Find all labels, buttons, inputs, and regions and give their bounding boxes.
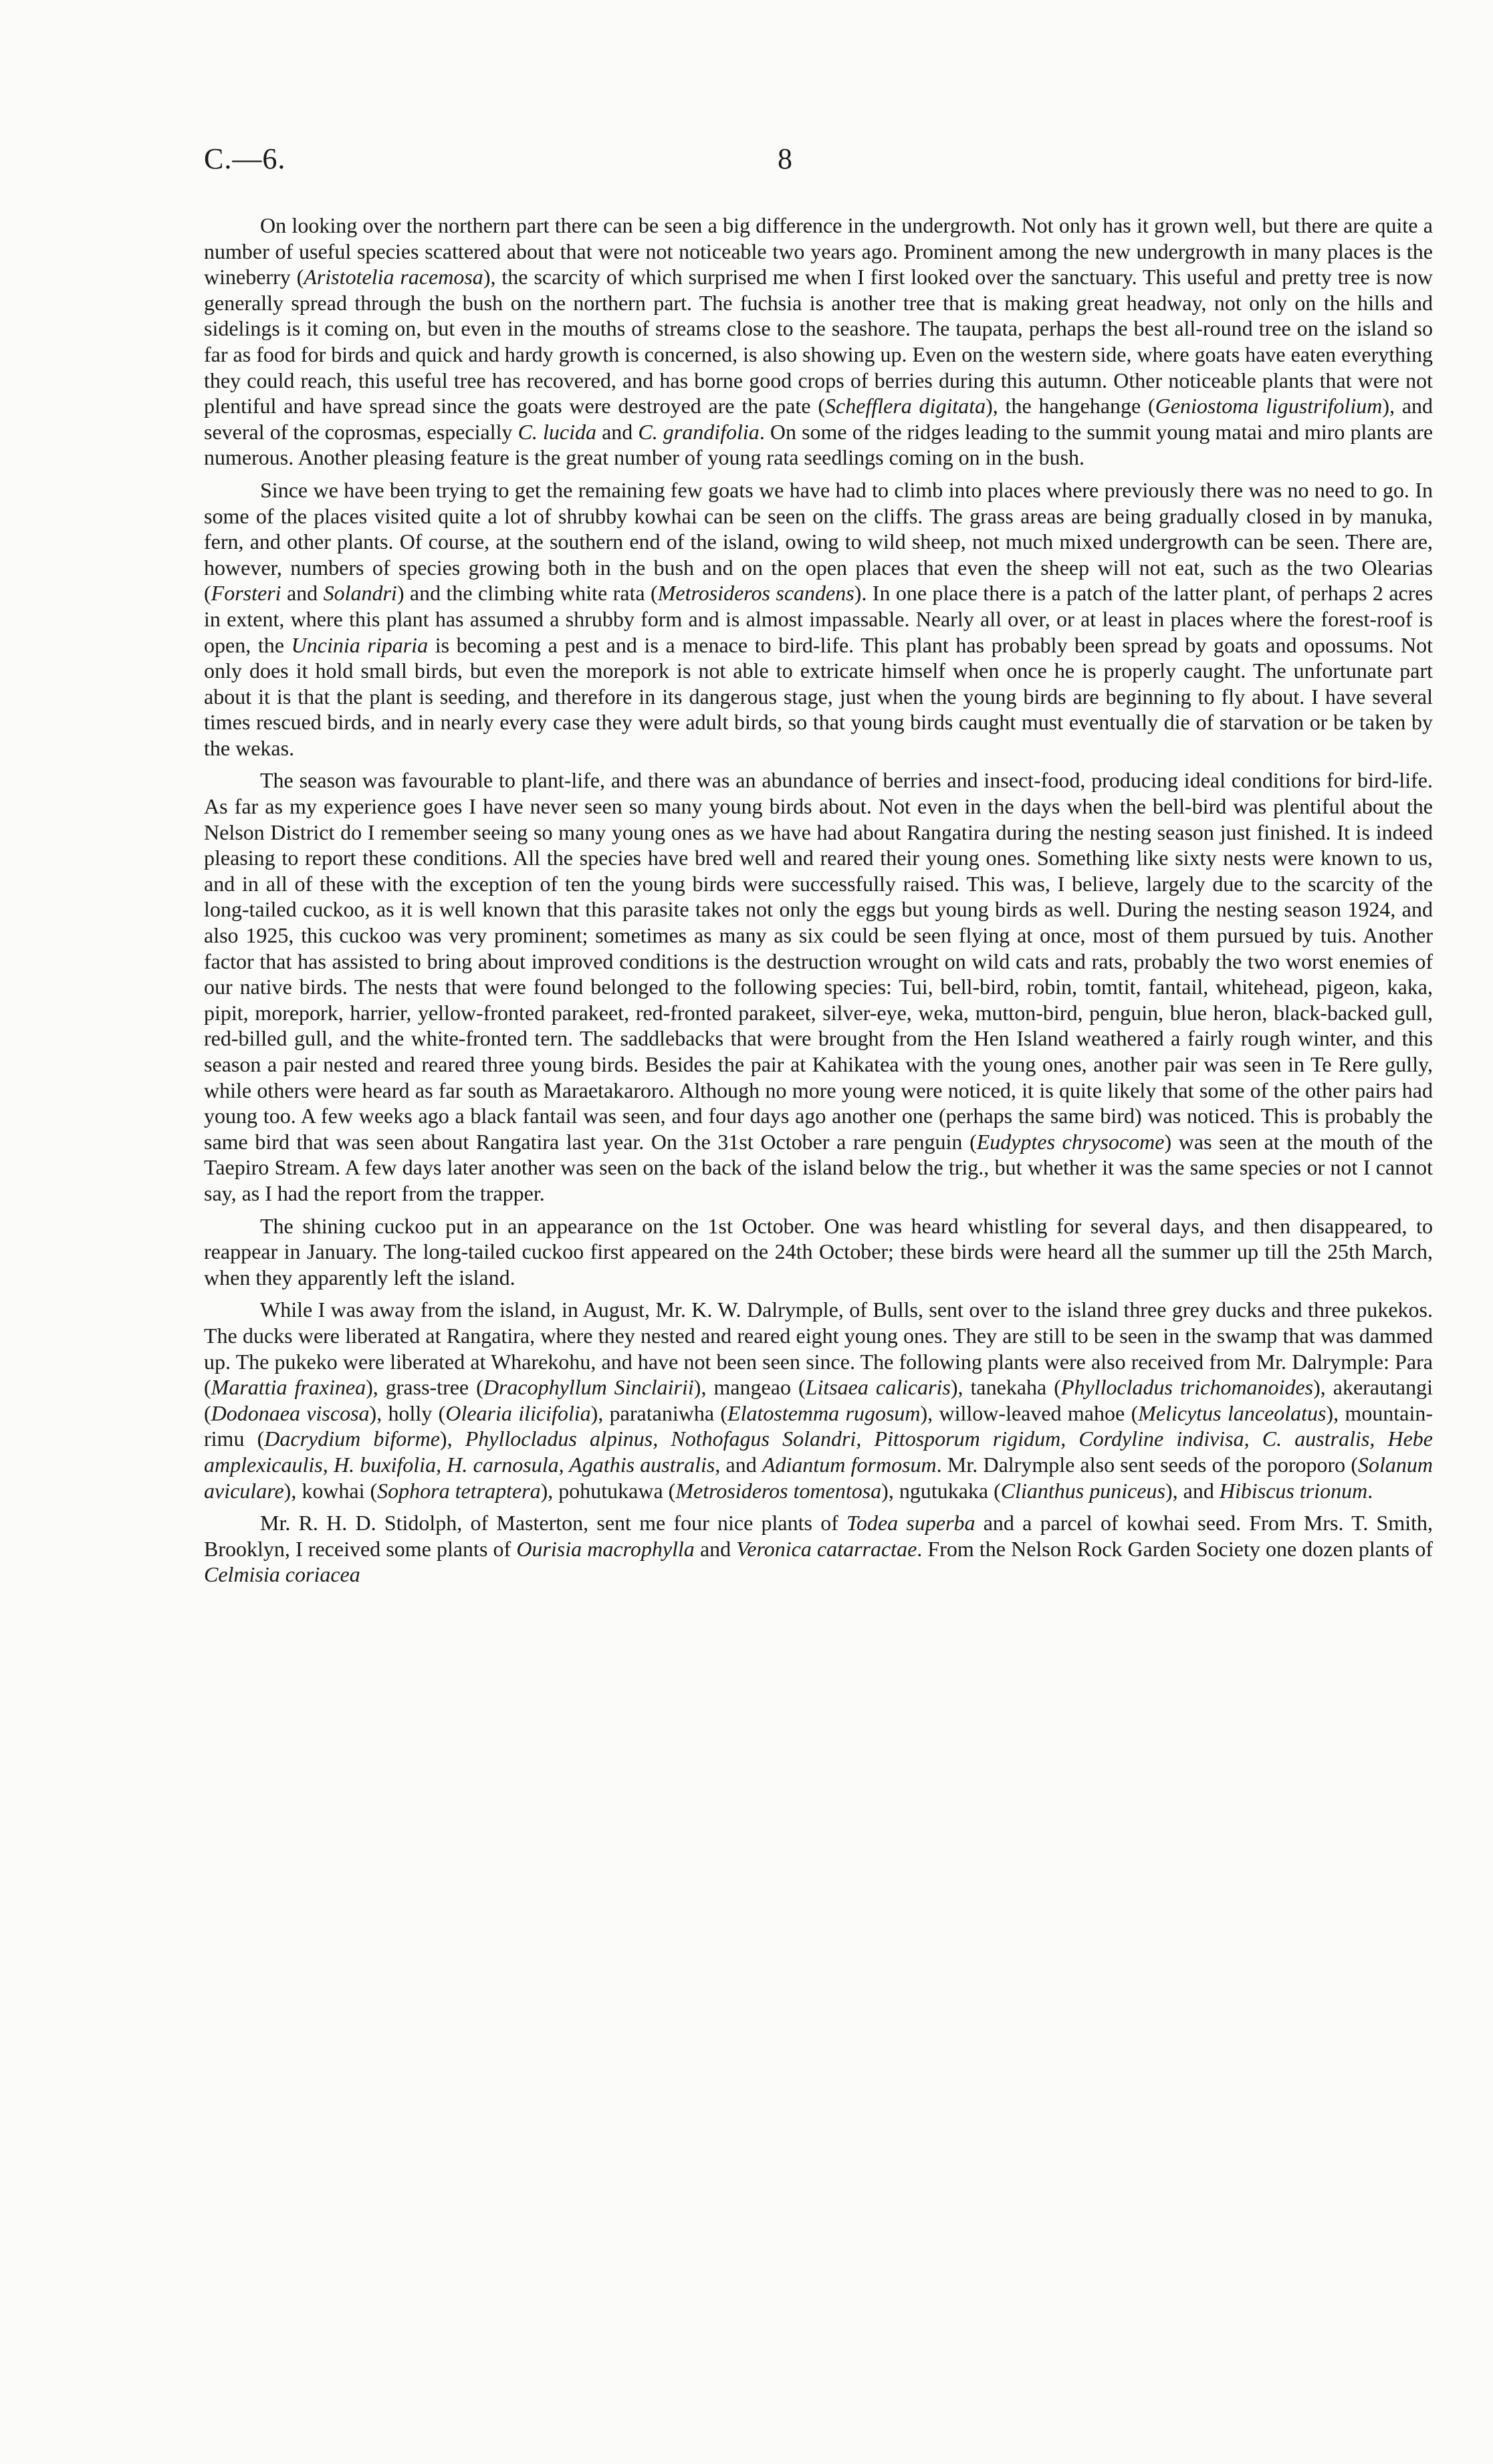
italic-taxon: Todea superba (846, 1511, 975, 1535)
italic-taxon: Hibiscus trionum (1219, 1478, 1368, 1503)
italic-taxon: Phyllocladus alpinus, Nothofagus Solandri, Pittosporum rigidum, Cordyline indivisa, C. australis, Hebe amplexicaulis, H. buxifolia, H. carnosula, Agathis australis (204, 1427, 1433, 1477)
italic-taxon: Clianthus puniceus (1000, 1478, 1165, 1503)
italic-taxon: Marattia fraxinea (211, 1375, 366, 1400)
italic-taxon: Schefflera digitata (825, 394, 986, 418)
italic-taxon: Eudyptes chrysocome (976, 1129, 1165, 1154)
body-text (204, 213, 1433, 1594)
italic-taxon: Sophora tetraptera (377, 1478, 541, 1503)
italic-taxon: Olearia ilicifolia (445, 1400, 591, 1425)
italic-taxon: C. lucida (518, 419, 596, 444)
page-number: 8 (778, 142, 792, 175)
italic-taxon: Celmisia coriacea (204, 1562, 360, 1587)
italic-taxon: Solanum aviculare (204, 1452, 1433, 1503)
italic-taxon: Dodonaea viscosa (211, 1400, 370, 1425)
italic-taxon: Aristotelia racemosa (304, 265, 483, 289)
italic-taxon: Solandri (323, 581, 397, 606)
italic-taxon: C. grandifolia (638, 419, 760, 444)
paragraph: The season was favourable to plant-life, and there was an abundance of berries and insect-food, producing ideal conditions for bird-life. As far as my experience goes I have never seen so many young birds about. Not even in the days when the bell-bird was plentiful about the Nelson District do I remember seeing so many young ones as we have had about Rangatira during the nesting season just finished. It is indeed pleasing to report these conditions. All the species have bred well and reared their young ones. Something like sixty nests were known to us, and in all of these with the exception of ten the young birds were successfully raised. This was, I believe, largely due to the scarcity of the long-tailed cuckoo, as it is well known that this parasite takes not only the eggs but young birds as well. During the nesting season 1924, and also 1925, this cuckoo was very prominent; sometimes as many as six could be seen flying at once, most of them pursued by tuis. Another factor that has assisted to bring about improved conditions is the destruction wrought on wild cats and rats, probably the two worst enemies of our native birds. The nests that were found belonged to the following species: Tui, bell-bird, robin, tomtit, fantail, whitehead, pigeon, kaka, pipit, morepork, harrier, yellow-fronted parakeet, red-fronted parakeet, silver-eye, weka, mutton-bird, penguin, blue heron, black-backed gull, red-billed gull, and the white-fronted tern. The saddlebacks that were brought from the Hen Island weathered a fairly rough winter, and this season a pair nested and reared three young birds. Besides the pair at Kahikatea with the young ones, another pair was seen in Te Rere gully, while others were heard as far south as Maraetakaroro. Although no more young were noticed, it is quite likely that some of the other pairs had young too. A few weeks ago a black fantail was seen, and four days ago another one (perhaps the same bird) was noticed. This is probably the same bird that was seen about Rangatira last year. On the 31st October a rare penguin (Eudyptes chrysocome) was seen at the mouth of the Taepiro Stream. A few days later another was seen on the back of the island below the trig., but whether it was the same species or not I cannot say, as I had the report from the trapper. (204, 768, 1433, 1205)
italic-taxon: Metrosideros scandens (657, 581, 854, 606)
italic-taxon: Adiantum formosum (762, 1452, 937, 1477)
italic-taxon: Forsteri (211, 581, 281, 606)
italic-taxon: Geniostoma ligustrifolium (1155, 394, 1383, 418)
italic-taxon: Dacrydium biforme (264, 1427, 440, 1451)
italic-taxon: Metrosideros tomentosa (675, 1478, 882, 1503)
italic-taxon: Phyllocladus trichomanoides (1060, 1375, 1314, 1400)
italic-taxon: Uncinia riparia (291, 632, 429, 657)
italic-taxon: Veronica catarractae (736, 1536, 917, 1561)
italic-taxon: Litsaea calicaris (805, 1375, 951, 1400)
paragraph: Mr. R. H. D. Stidolph, of Masterton, sent me four nice plants of Todea superba and a parcel of kowhai seed. From Mrs. T. Smith, Brooklyn, I received some plants of Ourisia macrophylla and Veronica catarractae. From the Nelson Rock Garden Society one dozen plants of Celmisia coriacea (204, 1511, 1433, 1587)
paragraph: The shining cuckoo put in an appearance on the 1st October. One was heard whistling for several days, and then disappeared, to reappear in January. The long-tailed cuckoo first appeared on the 24th October; these birds were heard all the summer up till the 25th March, when they apparently left the island. (204, 1213, 1433, 1289)
paragraph: While I was away from the island, in August, Mr. K. W. Dalrymple, of Bulls, sent over to the island three grey ducks and three pukekos. The ducks were liberated at Rangatira, where they nested and reared eight young ones. They are still to be seen in the swamp that was dammed up. The pukeko were liberated at Wharekohu, and have not been seen since. The following plants were also received from Mr. Dalrymple: Para (Marattia fraxinea), grass-tree (Dracophyllum Sinclairii), mangeao (Litsaea calicaris), tanekaha (Phyllocladus trichomanoides), akerautangi (Dodonaea viscosa), holly (Olearia ilicifolia), parataniwha (Elatostemma rugosum), willow-leaved mahoe (Melicytus lanceolatus), mountain-rimu (Dacrydium biforme), Phyllocladus alpinus, Nothofagus Solandri, Pittosporum rigidum, Cordyline indivisa, C. australis, Hebe amplexicaulis, H. buxifolia, H. carnosula, Agathis australis, and Adiantum formosum. Mr. Dalrymple also sent seeds of the poroporo (Solanum aviculare), kowhai (Sophora tetraptera), pohutukawa (Metrosideros tomentosa), ngutukaka (Clianthus puniceus), and Hibiscus trionum. (204, 1298, 1433, 1503)
italic-taxon: Melicytus lanceolatus (1138, 1400, 1327, 1425)
italic-taxon: Elatostemma rugosum (727, 1400, 921, 1425)
paragraph: On looking over the northern part there can be seen a big difference in the undergrowth. Not only has it grown well, but there are quite a number of useful species scattered about that were not noticeable two years ago. Prominent among the new undergrowth in many places is the wineberry (Aristotelia racemosa), the scarcity of which surprised me when I first looked over the sanctuary. This useful and pretty tree is now generally spread through the bush on the northern part. The fuchsia is another tree that is making great headway, not only on the hills and sidelings is it coming on, but even in the mouths of streams close to the seashore. The taupata, perhaps the best all-round tree on the island so far as food for birds and quick and hardy growth is concerned, is also showing up. Even on the western side, where goats have eaten everything they could reach, this useful tree has recovered, and has borne good crops of berries during this autumn. Other noticeable plants that were not plentiful and have spread since the goats were destroyed are the pate (Schefflera digitata), the hangehange (Geniostoma ligustrifolium), and several of the coprosmas, especially C. lucida and C. grandifolia. On some of the ridges leading to the summit young matai and miro plants are numerous. Another pleasing feature is the great number of young rata seedlings coming on in the bush. (204, 213, 1433, 470)
document-reference: C.—6. (204, 142, 286, 175)
italic-taxon: Dracophyllum Sinclairii (483, 1375, 694, 1400)
italic-taxon: Ourisia macrophylla (516, 1536, 695, 1561)
paragraph: Since we have been trying to get the remaining few goats we have had to climb into places where previously there was no need to go. In some of the places visited quite a lot of shrubby kowhai can be seen on the cliffs. The grass areas are being gradually closed in by manuka, fern, and other plants. Of course, at the southern end of the island, owing to wild sheep, not much mixed undergrowth can be seen. There are, however, numbers of species growing both in the bush and on the open places that even the sheep will not eat, such as the two Olearias (Forsteri and Solandri) and the climbing white rata (Metrosideros scandens). In one place there is a patch of the latter plant, of perhaps 2 acres in extent, where this plant has assumed a shrubby form and is almost impassable. Nearly all over, or at least in places where the forest-roof is open, the Uncinia riparia is becoming a pest and is a menace to bird-life. This plant has probably been spread by goats and opossums. Not only does it hold small birds, but even the morepork is not able to extricate himself when once he is properly caught. The unfortunate part about it is that the plant is seeding, and therefore in its dangerous stage, just when the young birds are beginning to fly about. I have several times rescued birds, and in nearly every case they were adult birds, so that young birds caught must eventually die of starvation or be taken by the wekas. (204, 477, 1433, 760)
page-header (204, 142, 1434, 182)
